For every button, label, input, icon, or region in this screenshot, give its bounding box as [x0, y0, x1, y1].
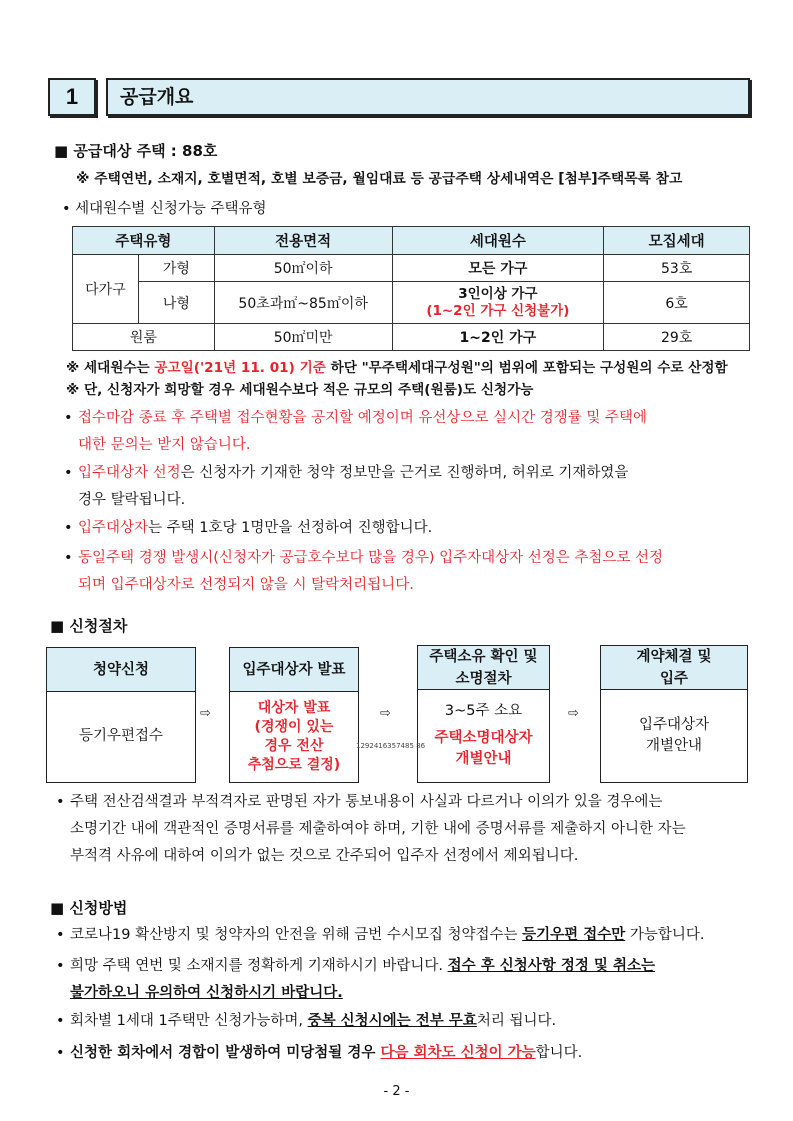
step-announce-head: 입주대상자 발표 [230, 648, 358, 692]
col-header-type: 주택유형 [73, 227, 215, 255]
area-cell: 50초과㎡~85㎡이하 [214, 282, 392, 324]
step-contract-head: 계약체결 및 입주 [601, 646, 747, 690]
section-title: 공급개요 [106, 78, 750, 116]
step-verify-red: 주택소명대상자 [434, 730, 533, 746]
members-note: (1~2인 가구 신청불가) [426, 302, 570, 319]
step-verify-duration: 3~5주 소요 [444, 703, 523, 719]
bullet-1-line2: 대한 문의는 받지 않습니다. [78, 437, 251, 453]
note-1-red: 공고일('21년 11. 01) 기준 [154, 360, 326, 376]
step-contract [600, 645, 748, 783]
step-contract-line: 입주대상자 [638, 716, 710, 733]
bullet-2: • 입주대상자 선정은 신청자가 기재한 청약 정보만을 근거로 진행하며, 허위로 기재하였을 경우 탈락됩니다. [78, 460, 758, 514]
step-verify [417, 645, 550, 783]
method-3: • 회차별 1세대 1주택만 신청가능하며, 중복 신청시에는 전부 무효처리 됩니다. [56, 1013, 557, 1029]
step-contract-body [601, 690, 747, 781]
step-apply-body [47, 692, 195, 781]
procedure-note-line: 소명기간 내에 객관적인 증명서류를 제출하여야 하며, 기한 내에 증명서류를 제출하지 아니한 자는 [70, 821, 686, 837]
members-cell: 1~2인 가구 [392, 324, 604, 351]
procedure-note-line: 부적격 사유에 대하여 이의가 없는 것으로 간주되어 입주자 선정에서 제외됩니다. [70, 848, 579, 864]
bullet-4-line1: 동일주택 경쟁 발생시(신청자가 공급호수보다 많을 경우) 입주자대상자 선정은 추첨으로 선정 [78, 550, 664, 566]
supply-heading-text: 공급대상 주택 : 88호 [73, 142, 218, 160]
step-announce [229, 647, 359, 783]
step-announce-line: (경쟁이 있는 [254, 718, 334, 735]
section-header [48, 78, 750, 116]
note-1 [66, 356, 728, 376]
type-cell: 원룸 [73, 324, 215, 351]
area-cell: 50㎡미만 [214, 324, 392, 351]
method-4-a: 신청한 회차에서 경합이 발생하여 미당첨될 경우 [70, 1045, 381, 1061]
type-cell: 가형 [138, 255, 214, 282]
bullet-2-red: 입주대상자 선정 [78, 465, 181, 481]
method-4-b: 다음 회차도 신청이 가능 [380, 1045, 536, 1061]
bullet-1: • 접수마감 종료 후 주택별 접수현황을 공지할 예정이며 유선상으로 실시간 경쟁률 및 주택에 대한 문의는 받지 않습니다. [78, 405, 758, 459]
count-cell: 53호 [604, 255, 750, 282]
method-3-c: 처리 됩니다. [476, 1013, 557, 1029]
bullet-1-line1: 접수마감 종료 후 주택별 접수현황을 공지할 예정이며 유선상으로 실시간 경쟁률 및 주택에 [78, 410, 647, 426]
household-bullet-text: 세대원수별 신청가능 주택유형 [75, 201, 267, 217]
bullet-2-rest: 은 신청자가 기재한 청약 정보만을 근거로 진행하며, 허위로 기재하였을 [180, 465, 629, 481]
bullet-3: • 입주대상자는 주택 1호당 1명만을 선정하여 진행합니다. [64, 520, 433, 536]
note-2: ※ 단, 신청자가 희망할 경우 세대원수보다 적은 규모의 주택(원룸)도 신청가능 [66, 382, 534, 398]
table-row [73, 324, 750, 351]
bullet-3-rest: 는 주택 1호당 1명만을 선정하여 진행합니다. [148, 520, 433, 536]
step-verify-body [418, 690, 549, 781]
step-announce-line: 경우 전산 [264, 737, 324, 754]
section-number: 1 [48, 78, 96, 116]
step-apply [46, 647, 196, 783]
bullet-4: • 동일주택 경쟁 발생시(신청자가 공급호수보다 많을 경우) 입주자대상자 선정은 추첨으로 선정 되며 입주대상자로 선정되지 않을 시 탈락처리됩니다. [78, 545, 758, 599]
household-bullet: • 세대원수별 신청가능 주택유형 [62, 201, 267, 217]
method-1-a: 코로나19 확산방지 및 청약자의 안전을 위해 금번 수시모집 청약접수는 [70, 927, 523, 943]
members-cell [392, 282, 604, 324]
col-header-area: 전용면적 [214, 227, 392, 255]
step-announce-line: 추첨으로 결정) [247, 756, 341, 773]
table-header-row [73, 227, 750, 255]
method-4-c: 합니다. [535, 1045, 583, 1061]
members-cell: 모든 가구 [392, 255, 604, 282]
method-1: • 코로나19 확산방지 및 청약자의 안전을 위해 금번 수시모집 청약접수는 등기우편 접수만 가능합니다. [56, 927, 705, 943]
step-announce-body [230, 692, 358, 781]
supply-note: ※ 주택연번, 소재지, 호별면적, 호별 보증금, 월임대료 등 공급주택 상세내역은 [첨부]주택목록 참고 [76, 171, 683, 187]
method-1-b: 등기우편 접수만 [522, 927, 626, 943]
procedure-note: • 주택 전산검색결과 부적격자로 판명된 자가 통보내용이 사실과 다르거나 이의가 있을 경우에는 소명기간 내에 객관적인 증명서류를 제출하여야 하며, 기한 내에 증명서류를 제출하지 아니한 자는 부적격 사유에 대하여 이의가 없는 것으로 간주되어 입주자 선정에서 제외됩니다. [70, 789, 760, 870]
method-heading: ■ 신청방법 [50, 899, 128, 917]
method-2-b: 접수 후 신청사항 정정 및 취소는 [447, 958, 655, 974]
flow-arrow: ⇨ [568, 706, 579, 721]
table-row [73, 282, 750, 324]
col-header-count: 모집세대 [604, 227, 750, 255]
note-1-a: ※ 세대원수는 [66, 360, 155, 376]
table-row [73, 255, 750, 282]
method-1-c: 가능합니다. [625, 927, 705, 943]
members-text: 3인이상 가구 [458, 285, 538, 302]
method-4: • 신청한 회차에서 경합이 발생하여 미당첨될 경우 다음 회차도 신청이 가능합니다. [56, 1045, 583, 1061]
bullet-4-line2: 되며 입주대상자로 선정되지 않을 시 탈락처리됩니다. [78, 577, 414, 593]
step-verify-red: 개별안내 [455, 751, 512, 767]
procedure-heading-text: 신청절차 [69, 617, 128, 635]
note-1-b: 하단 "무주택세대구성원"의 범위에 포함되는 구성원의 수로 산정함 [325, 360, 728, 376]
method-2-c: 불가하오니 유의하여 신청하시기 바랍니다. [70, 985, 343, 1001]
method-3-a: 회차별 1세대 1주택만 신청가능하며, [70, 1013, 308, 1029]
step-verify-head: 주택소유 확인 및 소명절차 [418, 646, 549, 690]
step-announce-line: 대상자 발표 [257, 699, 331, 716]
group-label: 다가구 [73, 255, 139, 324]
area-cell: 50㎡이하 [214, 255, 392, 282]
count-cell: 29호 [604, 324, 750, 351]
supply-heading: ■ 공급대상 주택 : 88호 [54, 142, 218, 160]
bullet-2-line2: 경우 탈락됩니다. [78, 492, 186, 508]
method-3-b: 중복 신청시에는 전부 무효 [307, 1013, 477, 1029]
step-apply-head: 청약신청 [47, 648, 195, 692]
bullet-3-red: 입주대상자 [78, 520, 149, 536]
doc-stamp: 1292416357485 86 [356, 742, 426, 750]
step-apply-text: 등기우편접수 [78, 728, 164, 744]
supply-table [72, 226, 750, 351]
count-cell: 6호 [604, 282, 750, 324]
procedure-heading: ■ 신청절차 [50, 617, 128, 635]
type-cell: 나형 [138, 282, 214, 324]
flow-arrow: ⇨ [380, 706, 391, 721]
page-number: - 2 - [383, 1084, 410, 1099]
procedure-note-line: 주택 전산검색결과 부적격자로 판명된 자가 통보내용이 사실과 다르거나 이의가 있을 경우에는 [70, 794, 663, 810]
method-2-a: 희망 주택 연번 및 소재지를 정확하게 기재하시기 바랍니다. [70, 958, 448, 974]
method-heading-text: 신청방법 [69, 899, 128, 917]
col-header-members: 세대원수 [392, 227, 604, 255]
flow-arrow: ⇨ [200, 706, 211, 721]
step-contract-line: 개별안내 [645, 737, 703, 754]
method-2: • 희망 주택 연번 및 소재지를 정확하게 기재하시기 바랍니다. 접수 후 신청사항 정정 및 취소는 불가하오니 유의하여 신청하시기 바랍니다. [70, 953, 760, 1007]
